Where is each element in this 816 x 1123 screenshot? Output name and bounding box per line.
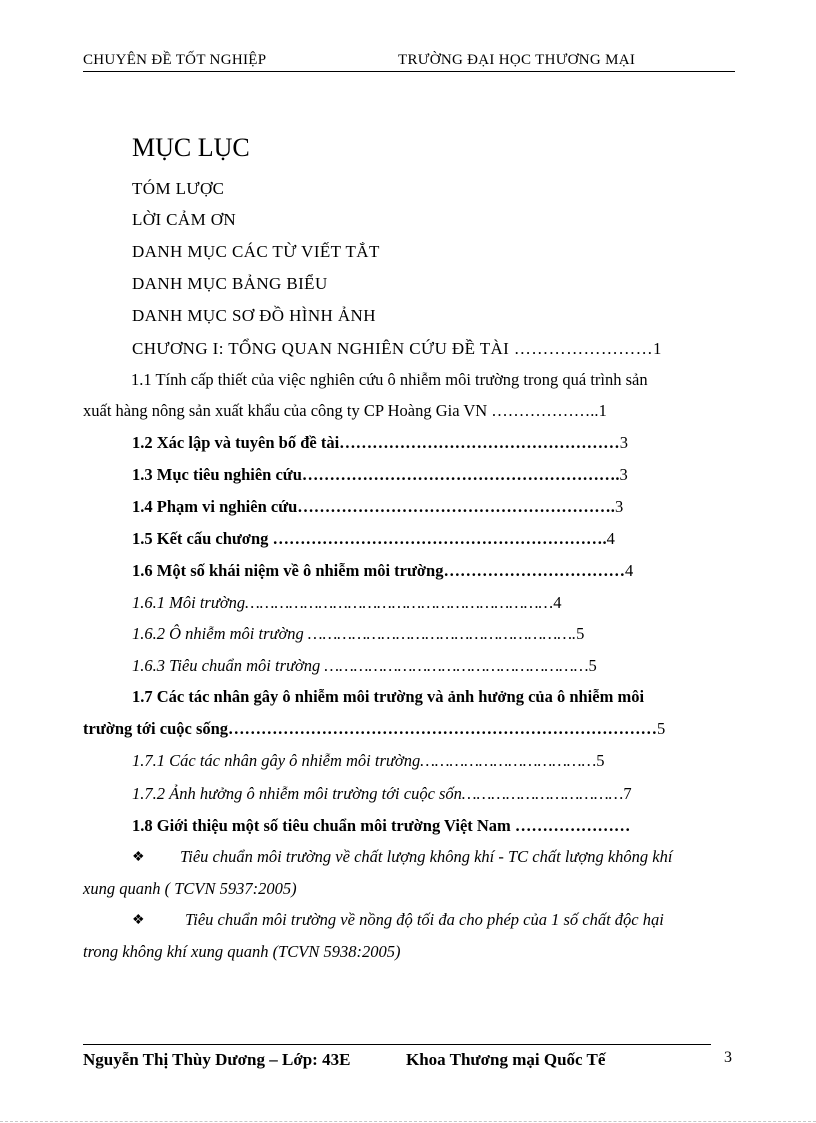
toc-entry-1-7-line2[interactable]: [83, 719, 665, 739]
toc-page-number: 5: [576, 624, 585, 643]
toc-page-number: 5: [596, 751, 605, 770]
toc-entry-text: 1.2 Xác lập và tuyên bố đề tài……………………………………………: [132, 433, 620, 452]
footer-author: Nguyễn Thị Thùy Dương – Lớp: 43E: [83, 1050, 351, 1069]
toc-entry-1-7-line1[interactable]: 1.7 Các tác nhân gây ô nhiễm môi trường và ảnh hưởng của ô nhiễm môi: [132, 687, 645, 706]
toc-entry-1-6[interactable]: [132, 561, 633, 581]
toc-title: MỤC LỤC: [132, 133, 250, 162]
toc-entry-text: 1.7.1 Các tác nhân gây ô nhiễm môi trường………………………………: [132, 751, 597, 770]
toc-page-number: 5: [588, 656, 597, 675]
header-left: CHUYÊN ĐỀ TỐT NGHIỆP: [83, 52, 267, 68]
toc-entry-1-7-2[interactable]: [132, 784, 632, 804]
toc-entry-text: trường tới cuộc sống……………………………………………………………………: [83, 719, 658, 738]
toc-page-number: 3: [619, 465, 628, 484]
toc-entry-1-6-1[interactable]: [132, 593, 561, 613]
page-break-divider: [0, 1121, 816, 1122]
footer-faculty: Khoa Thương mại Quốc Tế: [406, 1050, 606, 1069]
toc-page-number: 3: [619, 433, 628, 452]
toc-entry-text: CHƯƠNG I: TỔNG QUAN NGHIÊN CỨU ĐỀ TÀI ……………………: [132, 339, 654, 358]
toc-entry-1-2[interactable]: [132, 433, 628, 453]
toc-entry-1-4[interactable]: [132, 497, 623, 517]
toc-page-number: 5: [657, 719, 666, 738]
toc-entry-text: 1.7.2 Ảnh hưởng ô nhiễm môi trường tới cuộc sốn……………………………: [132, 784, 624, 803]
toc-entry-text: 1.3 Mục tiêu nghiên cứu………………………………………………….: [132, 465, 620, 484]
toc-entry-1-5[interactable]: [132, 529, 615, 549]
toc-page-number: 1: [653, 339, 662, 358]
toc-front-matter-item[interactable]: DANH MỤC SƠ ĐỒ HÌNH ẢNH: [132, 306, 376, 325]
toc-front-matter-item[interactable]: LỜI CẢM ƠN: [132, 210, 237, 229]
toc-page-number: 4: [606, 529, 615, 548]
header-divider: [83, 71, 735, 72]
toc-entry-text: 1.6 Một số khái niệm về ô nhiễm môi trường……………………………: [132, 561, 625, 580]
toc-entry-1-1-line1[interactable]: 1.1 Tính cấp thiết của việc nghiên cứu ô nhiễm môi trường trong quá trình sản: [131, 370, 648, 389]
toc-entry-text: 1.4 Phạm vi nghiên cứu………………………………………………….: [132, 497, 615, 516]
toc-entry-1-1-line2[interactable]: [83, 401, 607, 421]
toc-front-matter-item[interactable]: TÓM LƯỢC: [132, 179, 225, 198]
toc-entry-text: 1.6.3 Tiêu chuẩn môi trường ………………………………………………: [132, 656, 589, 675]
toc-page-number: 3: [614, 497, 624, 516]
diamond-bullet-icon: ❖: [132, 850, 145, 865]
toc-bullet-1-line1[interactable]: Tiêu chuẩn môi trường về chất lượng không khí - TC chất lượng không khí: [180, 847, 673, 866]
toc-entry-text: 1.6.2 Ô nhiễm môi trường ……………………………………………….: [132, 624, 577, 643]
toc-entry-1-6-2[interactable]: [132, 624, 584, 644]
toc-entry-1-6-3[interactable]: [132, 656, 597, 676]
toc-page-number: 4: [553, 593, 562, 612]
toc-page-number: 1: [598, 401, 607, 420]
toc-chapter-1[interactable]: [132, 339, 662, 359]
page-number: 3: [724, 1049, 732, 1066]
header-right: TRƯỜNG ĐẠI HỌC THƯƠNG MẠI: [398, 52, 636, 68]
toc-entry-text: xuất hàng nông sản xuất khẩu của công ty CP Hoàng Gia VN ………………..: [83, 401, 599, 420]
toc-entry-text: 1.6.1 Môi trường………………………………………………………: [132, 593, 554, 612]
toc-front-matter-item[interactable]: DANH MỤC BẢNG BIỂU: [132, 274, 328, 293]
toc-entry-1-3[interactable]: [132, 465, 628, 485]
toc-bullet-2-line2[interactable]: trong không khí xung quanh (TCVN 5938:2005): [83, 942, 401, 961]
toc-entry-text: 1.5 Kết cấu chương …………………………………………………….: [132, 529, 607, 548]
toc-page-number: 7: [623, 784, 632, 803]
toc-bullet-1-line2[interactable]: xung quanh ( TCVN 5937:2005): [83, 879, 297, 898]
toc-entry-1-8[interactable]: 1.8 Giới thiệu một số tiêu chuẩn môi trường Việt Nam …………………: [132, 816, 631, 835]
toc-entry-1-7-1[interactable]: [132, 751, 605, 771]
footer-divider: [83, 1044, 711, 1045]
toc-front-matter-item[interactable]: DANH MỤC CÁC TỪ VIẾT TẮT: [132, 242, 380, 261]
toc-bullet-2-line1[interactable]: Tiêu chuẩn môi trường về nồng độ tối đa cho phép của 1 số chất độc hại: [185, 910, 664, 929]
diamond-bullet-icon: ❖: [132, 913, 145, 928]
toc-page-number: 4: [624, 561, 634, 580]
